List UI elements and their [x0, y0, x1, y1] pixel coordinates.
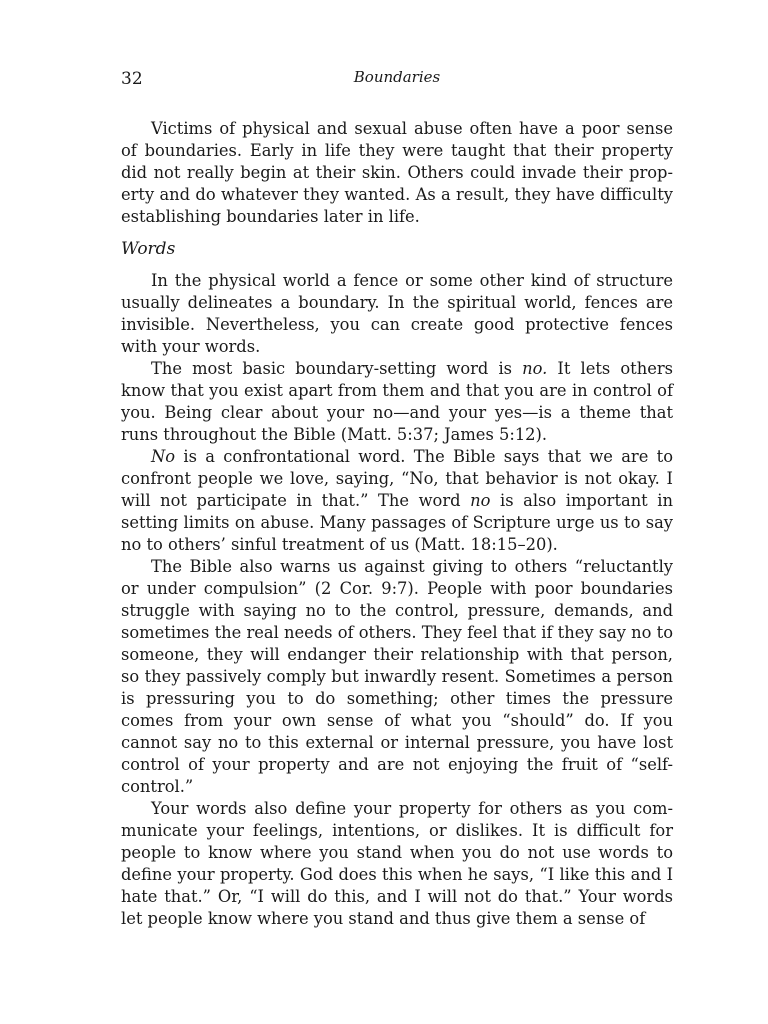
paragraph-basic-word-text-a: The most basic boundary-setting word is	[151, 359, 523, 378]
paragraph-fence: In the physical world a fence or some other kind of structure usually delineates a boundary. In the spiritual world, fences are invisible. Nevertheless, you can create good protective fences with your words.	[121, 271, 673, 356]
emphasis-no-start: No	[151, 447, 176, 466]
body-text	[121, 118, 673, 930]
paragraph-define-property: Your words also define your property for others as you communicate your feelings, intentions, or dislikes. It is difficult for people to know where you stand when you do not use words to define your property. God does this when he says, “I like this and I hate that.” Or, “I will do this, and I will not do that.” Your words let people know where you stand and thus give them a sense of	[121, 799, 673, 928]
paragraph-basic-word-text-b: It lets others know that you exist apart from them and that you are in control of you. Being clear about your no—and your yes—is a theme that runs throughout the Bible (Matt. 5:37; James 5:12).	[121, 359, 673, 444]
paragraph-confrontational-text-b: is also important in setting limits on abuse. Many passages of Scripture urge us to say no to others’ sinful treatment of us (Matt. 18:15–20).	[121, 491, 673, 554]
paragraph-confrontational	[121, 446, 673, 556]
paragraph-victims: Victims of physical and sexual abuse often have a poor sense of boundaries. Early in life they were taught that their property did not really begin at their skin. Others could invade their property and do whatever they wanted. As a result, they have difficulty establishing boundaries later in life.	[121, 119, 673, 226]
emphasis-no-word: no	[470, 491, 491, 510]
running-head	[121, 66, 673, 96]
paragraph-confrontational-text-a: is a confrontational word. The Bible says that we are to confront people we love, saying, “No, that behavior is not okay. I will not participate in that.” The word	[121, 447, 673, 510]
page-number: 32	[121, 69, 143, 89]
paragraph-compulsion: The Bible also warns us against giving to others “reluctantly or under compulsion” (2 Cor. 9:7). People with poor boundaries struggle with saying no to the control, pressure, demands, and sometimes the real needs of others. They feel that if they say no to someone, they will endanger their relationship with that person, so they passively comply but inwardly resent. Sometimes a person is pressuring you to do something; other times the pressure comes from your own sense of what you “should” do. If you cannot say no to this external or internal pressure, you have lost control of your property and are not enjoying the fruit of “self-control.”	[121, 557, 673, 796]
section-heading-words: Words	[121, 239, 176, 259]
book-page	[121, 66, 673, 930]
paragraph-basic-word	[121, 358, 673, 446]
running-title: Boundaries	[353, 68, 441, 86]
emphasis-no: no.	[522, 359, 548, 378]
